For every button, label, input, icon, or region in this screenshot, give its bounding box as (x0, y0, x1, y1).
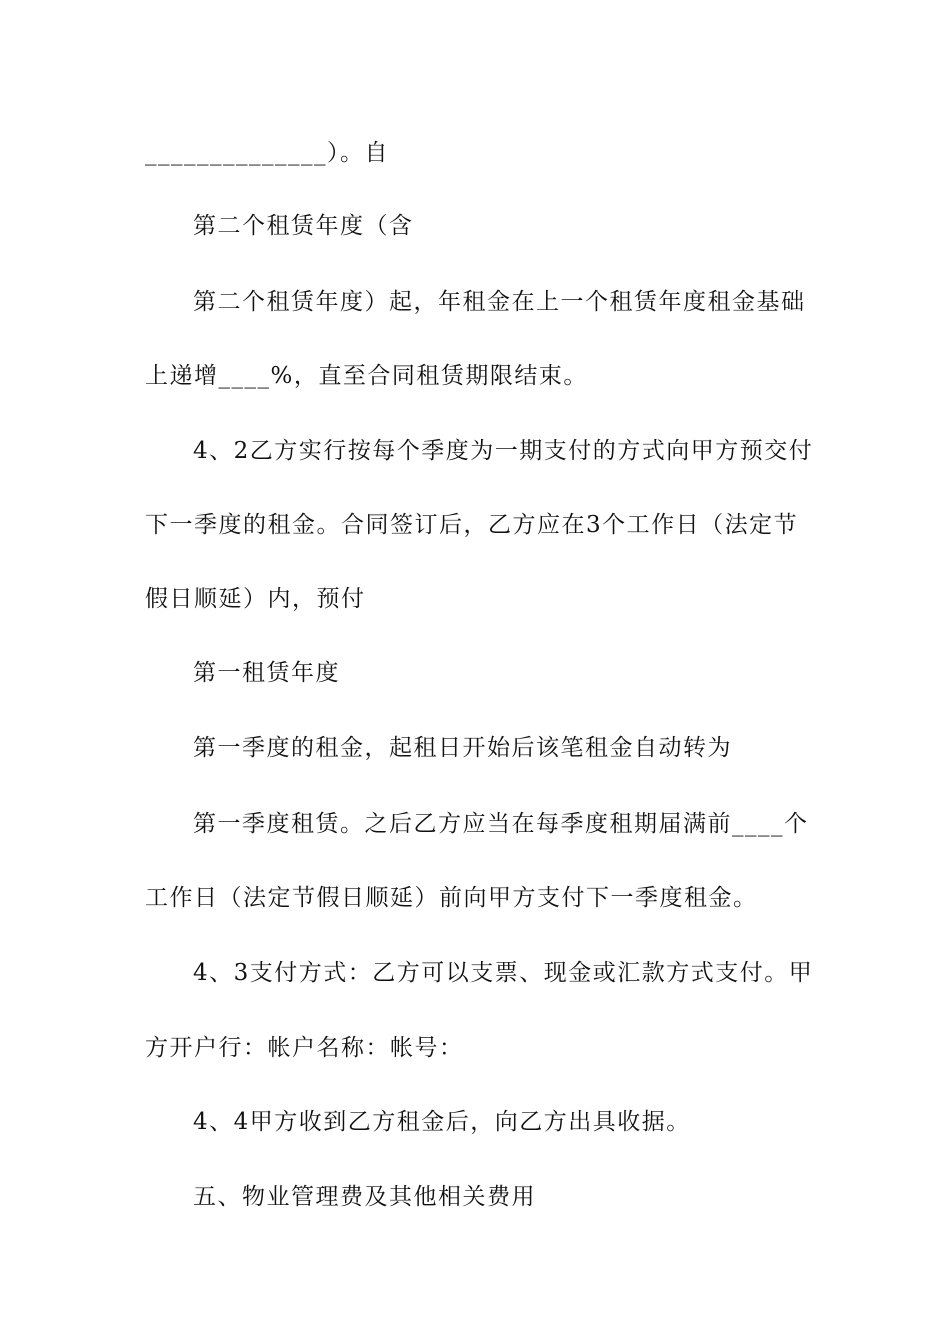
text-line: 下一季度的租金。合同签订后，乙方应在3个工作日（法定节 (145, 512, 799, 538)
text-line: 4、2乙方实行按每个季度为一期支付的方式向甲方预交付 (193, 438, 814, 464)
text-line: ______________）。自 (145, 140, 389, 166)
text-line: 工作日（法定节假日顺延）前向甲方支付下一季度租金。 (145, 885, 758, 911)
text-line: 假日顺延）内，预付 (145, 586, 366, 612)
text-line: 方开户行：帐户名称：帐号： (145, 1035, 464, 1061)
text-line: 4、3支付方式：乙方可以支票、现金或汇款方式支付。甲 (193, 960, 814, 986)
text-line: 第一租赁年度 (193, 660, 340, 686)
text-line: 4、4甲方收到乙方租金后，向乙方出具收据。 (193, 1109, 691, 1135)
text-line: 上递增____%，直至合同租赁期限结束。 (145, 363, 588, 389)
text-line: 第一季度的租金，起租日开始后该笔租金自动转为 (193, 735, 732, 761)
text-line: 第二个租赁年度（含 (193, 213, 414, 239)
section-heading: 五、物业管理费及其他相关费用 (193, 1184, 536, 1210)
text-line: 第一季度租赁。之后乙方应当在每季度租期届满前____个 (193, 811, 809, 837)
text-line: 第二个租赁年度）起，年租金在上一个租赁年度租金基础 (193, 289, 806, 315)
